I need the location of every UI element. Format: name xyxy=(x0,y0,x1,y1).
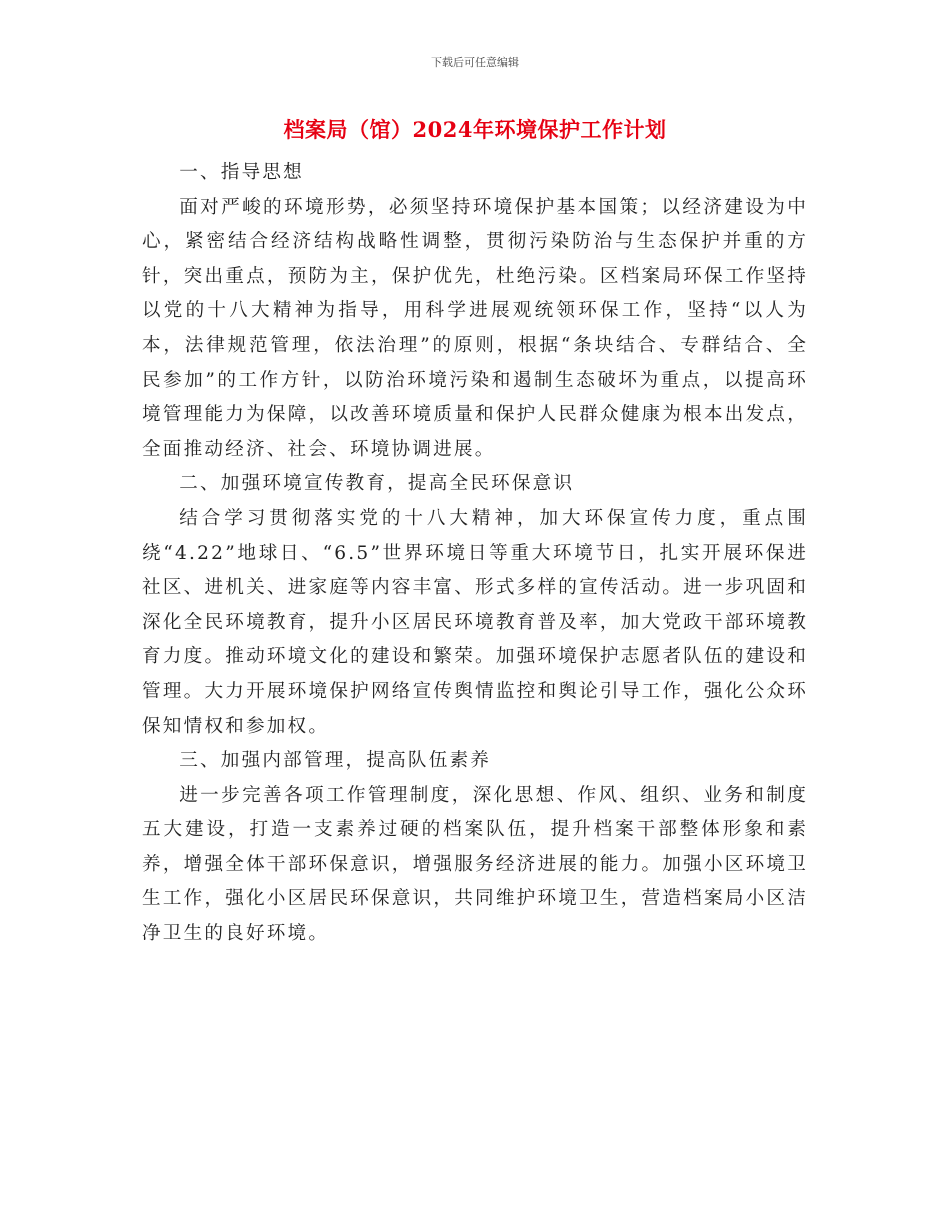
document-body xyxy=(142,156,808,952)
paragraph-guiding-ideology: 面对严峻的环境形势，必须坚持环境保护基本国策；以经济建设为中心，紧密结合经济结构战略性调整，贯彻污染防治与生态保护并重的方针，突出重点，预防为主，保护优先，杜绝污染。区档案局环保工作坚持以党的十八大精神为指导，用科学进展观统领环保工作，坚持“以人为本，法律规范管理，依法治理”的原则，根据“条块结合、专群结合、全民参加”的工作方针，以防治环境污染和遏制生态破坏为重点，以提高环境管理能力为保障，以改善环境质量和保护人民群众健康为根本出发点，全面推动经济、社会、环境协调进展。 xyxy=(142,196,808,460)
paragraph-publicity-education: 结合学习贯彻落实党的十八大精神，加大环保宣传力度，重点围绕“4.22”地球日、“6.5”世界环境日等重大环境节日，扎实开展环保进社区、进机关、进家庭等内容丰富、形式多样的宣传活动。进一步巩固和深化全民环境教育，提升小区居民环境教育普及率，加大党政干部环境教育力度。推动环境文化的建设和繁荣。加强环境保护志愿者队伍的建设和管理。大力开展环境保护网络宣传舆情监控和舆论引导工作，强化公众环保知情权和参加权。 xyxy=(142,507,808,737)
section-heading-publicity-education: 二、加强环境宣传教育，提高全民环保意识 xyxy=(179,473,575,495)
document-title: 档案局（馆）2024年环境保护工作计划 xyxy=(283,117,667,142)
section-heading-internal-management: 三、加强内部管理，提高队伍素养 xyxy=(179,750,492,772)
section-heading-guiding-ideology: 一、指导思想 xyxy=(179,162,304,183)
page-header-note: 下载后可任意编辑 xyxy=(431,56,519,69)
paragraph-internal-management: 进一步完善各项工作管理制度，深化思想、作风、组织、业务和制度五大建设，打造一支素养过硬的档案队伍，提升档案干部整体形象和素养，增强全体干部环保意识，增强服务经济进展的能力。加强小区环境卫生工作，强化小区居民环保意识，共同维护环境卫生，营造档案局小区洁净卫生的良好环境。 xyxy=(142,784,808,945)
